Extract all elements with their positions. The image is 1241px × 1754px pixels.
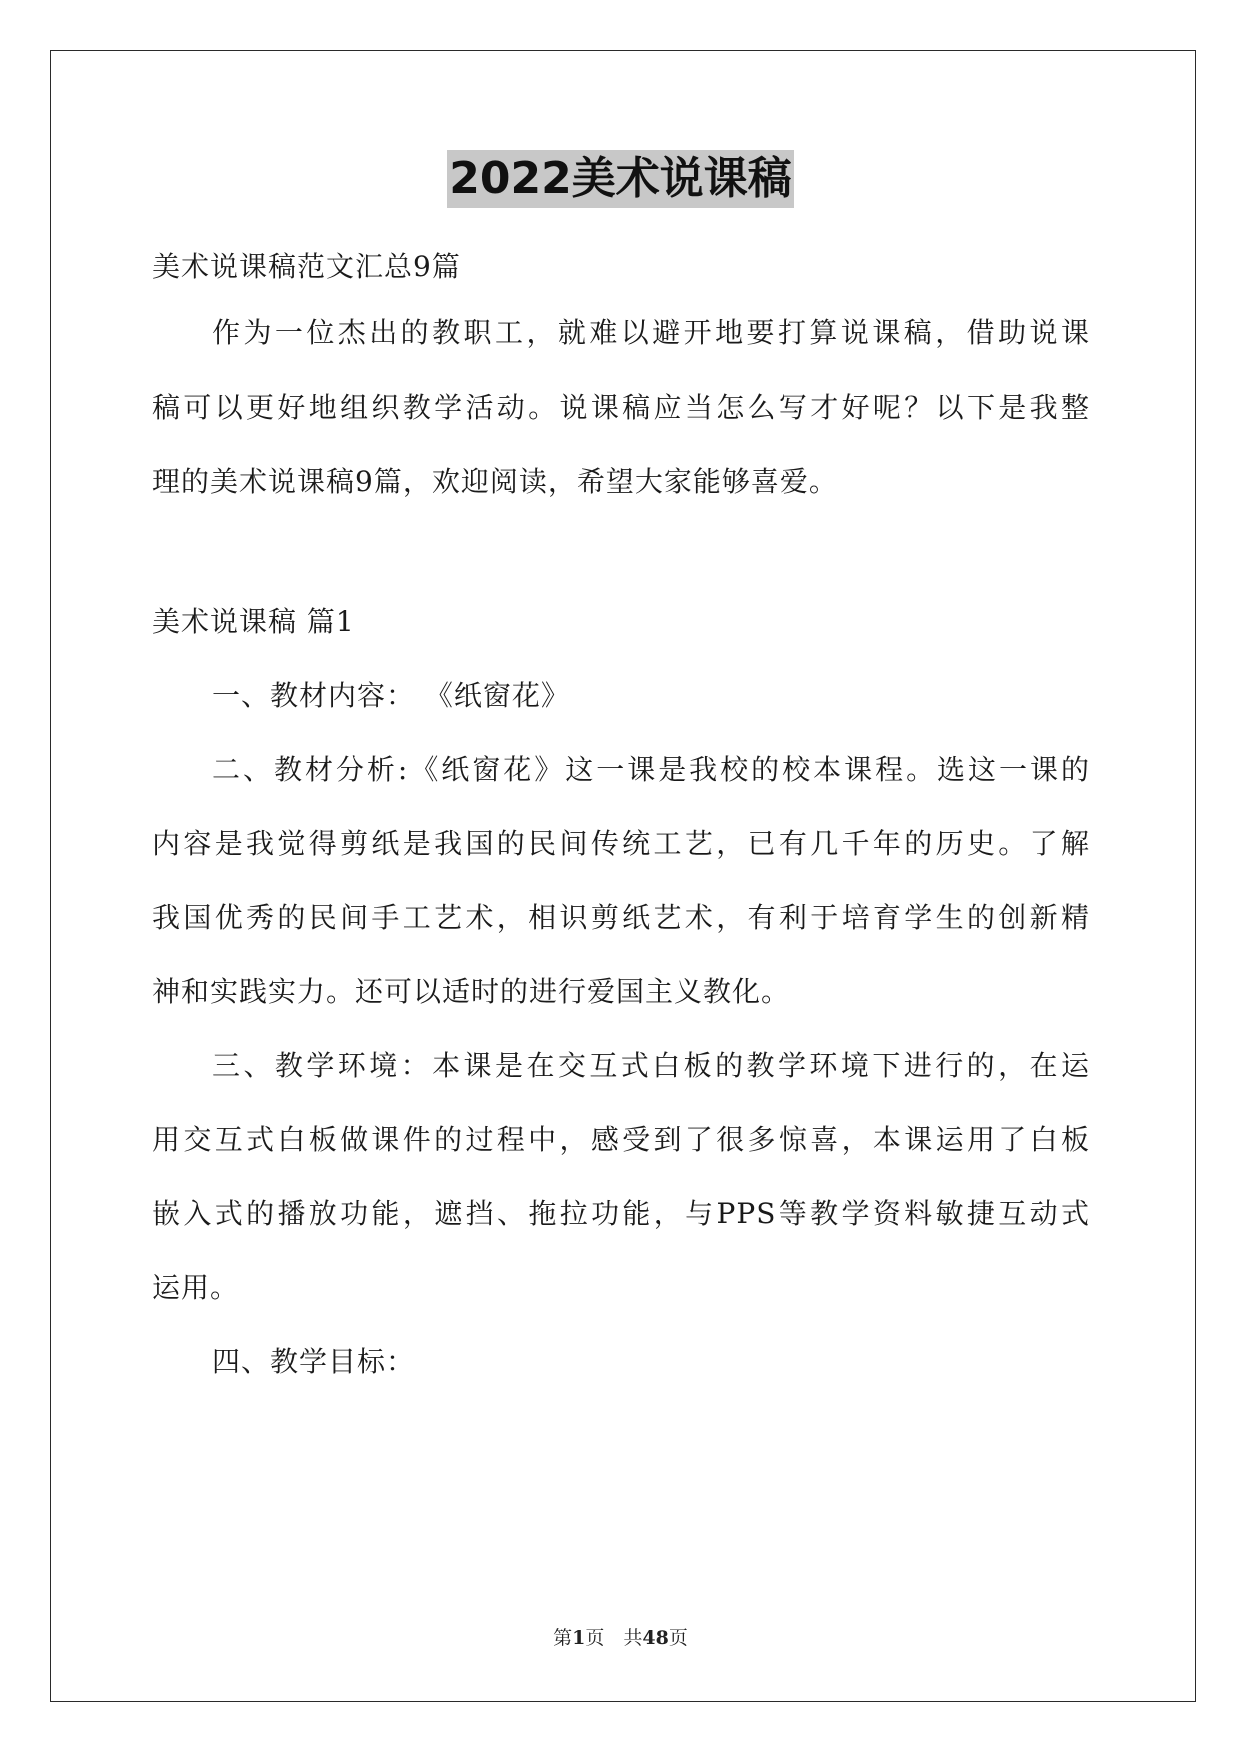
content-line-3: 内容是我觉得剪纸是我国的民间传统工艺，已有几千年的历史。了解 [152, 827, 1090, 860]
footer-mid: 页 共 [585, 1627, 643, 1649]
content-line-8: 嵌入式的播放功能，遮挡、拖拉功能，与PPS等教学资料敏捷互动式 [152, 1197, 1090, 1230]
title-container [0, 150, 1241, 208]
content-line-10: 四、教学目标： [212, 1345, 416, 1378]
intro-line-2: 稿可以更好地组织教学活动。说课稿应当怎么写才好呢？以下是我整 [152, 391, 1090, 424]
content-line-5: 神和实践实力。还可以适时的进行爱国主义教化。 [152, 975, 791, 1008]
document-subtitle: 美术说课稿范文汇总9篇 [152, 250, 461, 283]
footer-suffix: 页 [668, 1627, 688, 1649]
content-line-1: 一、教材内容： 《纸窗花》 [212, 679, 570, 712]
content-line-7: 用交互式白板做课件的过程中，感受到了很多惊喜，本课运用了白板 [152, 1123, 1090, 1156]
document-title: 2022美术说课稿 [447, 150, 793, 208]
footer-page-number: 1 [572, 1627, 586, 1649]
page-footer [0, 1625, 1241, 1651]
footer-prefix: 第 [553, 1627, 573, 1649]
content-line-9: 运用。 [152, 1271, 240, 1304]
content-line-4: 我国优秀的民间手工艺术，相识剪纸艺术，有利于培育学生的创新精 [152, 901, 1090, 934]
intro-line-3: 理的美术说课稿9篇，欢迎阅读，希望大家能够喜爱。 [152, 465, 838, 498]
content-line-6: 三、教学环境：本课是在交互式白板的教学环境下进行的，在运 [212, 1049, 1090, 1082]
page-border [50, 50, 1196, 1702]
intro-line-1: 作为一位杰出的教职工，就难以避开地要打算说课稿，借助说课 [212, 316, 1090, 349]
footer-total-pages: 48 [642, 1627, 669, 1649]
section-heading: 美术说课稿 篇1 [152, 605, 355, 638]
content-line-2: 二、教材分析:《纸窗花》这一课是我校的校本课程。选这一课的 [212, 753, 1090, 786]
